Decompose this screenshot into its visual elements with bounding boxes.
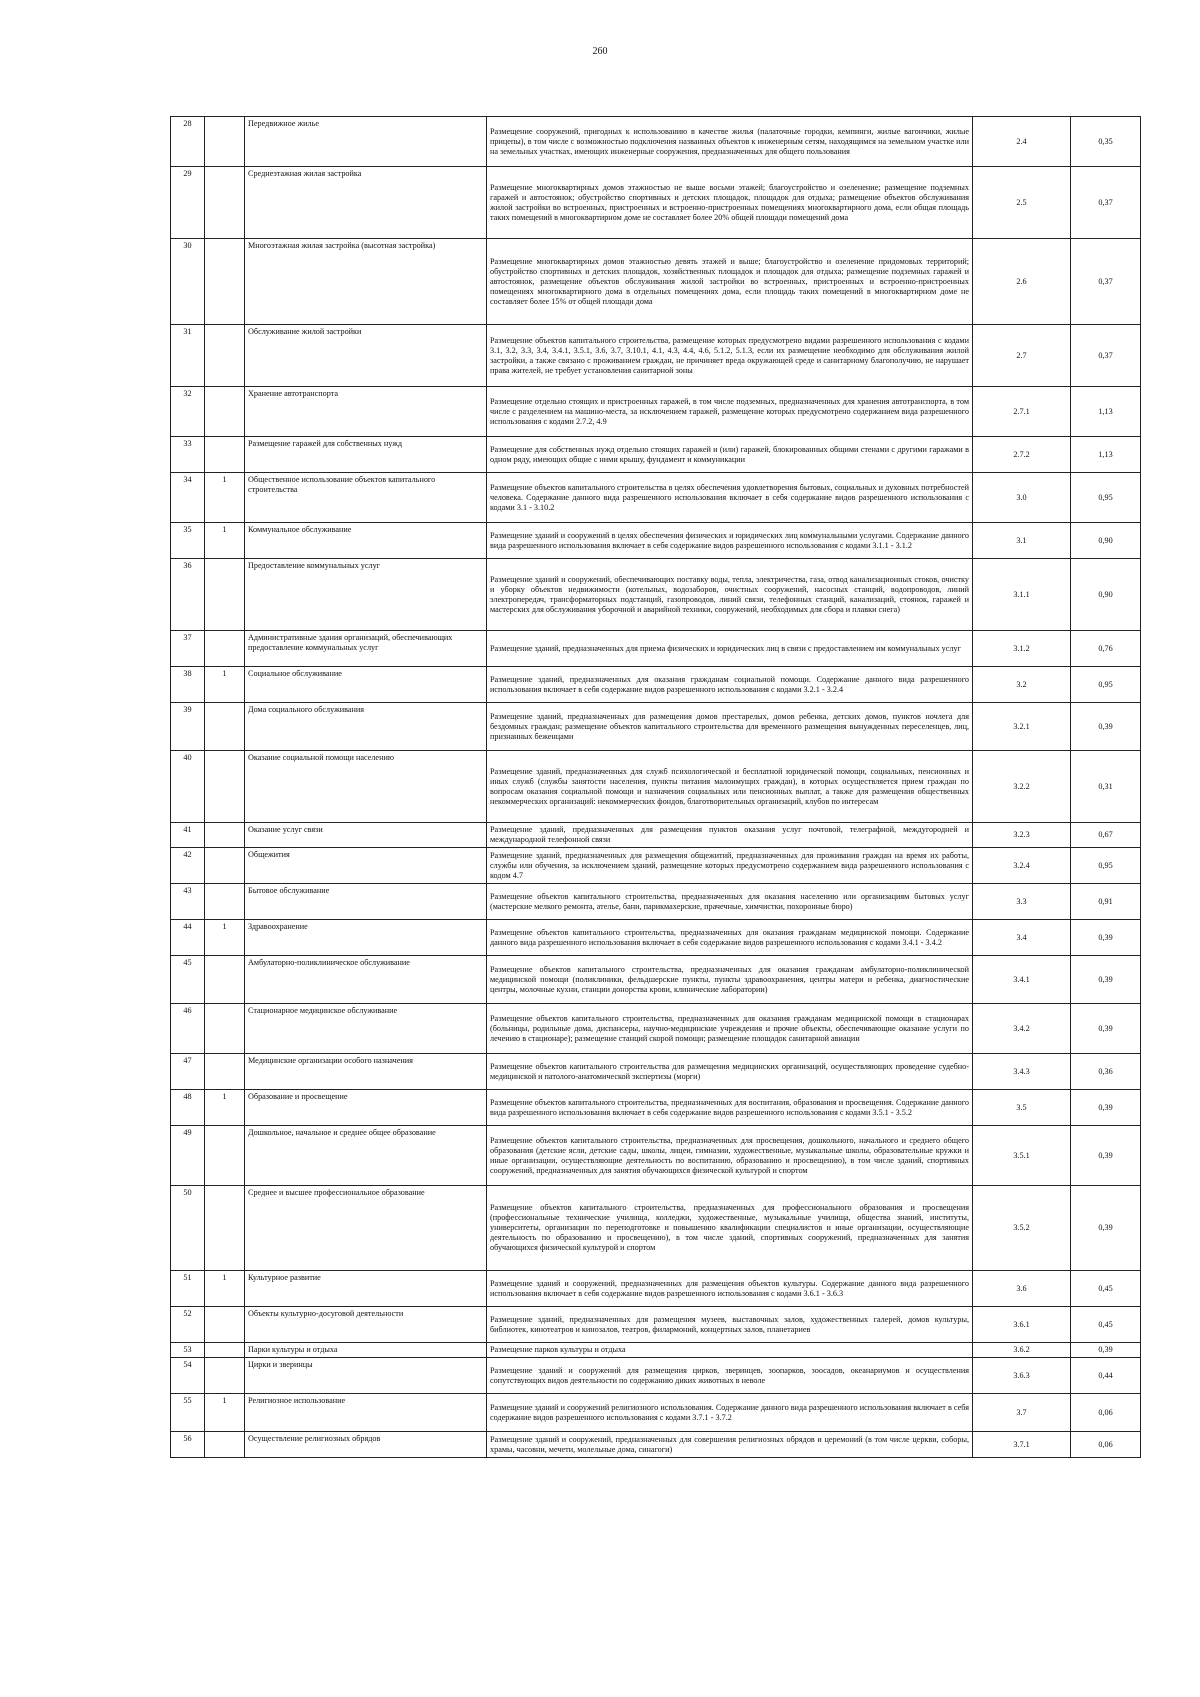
land-use-name: Медицинские организации особого назначения <box>245 1054 487 1090</box>
coefficient: 0,91 <box>1071 884 1141 920</box>
land-use-name: Оказание услуг связи <box>245 823 487 848</box>
row-group-flag <box>205 703 245 751</box>
land-use-code: 3.4.1 <box>973 956 1071 1004</box>
land-use-code: 3.2.3 <box>973 823 1071 848</box>
table-row <box>171 1343 1141 1358</box>
row-group-flag <box>205 1186 245 1271</box>
land-use-code: 3.6.2 <box>973 1343 1071 1358</box>
row-group-flag <box>205 1343 245 1358</box>
land-use-description: Размещение зданий, предназначенных для служб психологической и бесплатной юридической помощи, социальных, пенсионных и иных служб (службы занятости населения, пункты питания малоимущих граждан), в которых осуществляется прием граждан по вопросам оказания социальной помощи и назначения социальных или пенсионных выплат, а также для размещения общественных некоммерческих организаций: некоммерческих фондов, благотворительных организаций, клубов по интересам <box>487 751 973 823</box>
table-row <box>171 956 1141 1004</box>
row-number: 35 <box>171 523 205 559</box>
coefficient: 0,39 <box>1071 1126 1141 1186</box>
row-group-flag <box>205 884 245 920</box>
row-number: 45 <box>171 956 205 1004</box>
row-group-flag: 1 <box>205 473 245 523</box>
coefficient: 0,39 <box>1071 703 1141 751</box>
coefficient: 0,39 <box>1071 1343 1141 1358</box>
coefficient: 0,06 <box>1071 1394 1141 1432</box>
land-use-name: Коммунальное обслуживание <box>245 523 487 559</box>
land-use-code: 3.4.2 <box>973 1004 1071 1054</box>
coefficient: 0,67 <box>1071 823 1141 848</box>
coefficient: 0,95 <box>1071 667 1141 703</box>
table-row <box>171 848 1141 884</box>
land-use-description: Размещение зданий и сооружений, обеспечивающих поставку воды, тепла, электричества, газа, отвод канализационных стоков, очистку и уборку объектов недвижимости (котельных, водозаборов, очистных сооружений, насосных станций, водопроводов, линий электропередач, трансформаторных подстанций, газопроводов, линий связи, телефонных станций, канализаций, стоянок, гаражей и мастерских для обслуживания уборочной и аварийной техники, сооружений, необходимых для сбора и плавки снега) <box>487 559 973 631</box>
land-use-name: Общественное использование объектов капитального строительства <box>245 473 487 523</box>
land-use-code: 3.6.1 <box>973 1307 1071 1343</box>
table-row <box>171 1394 1141 1432</box>
land-use-description: Размещение зданий и сооружений в целях обеспечения физических и юридических лиц коммунальными услугами. Содержание данного вида разрешенного использования включает в себя содержание видов разрешенного использования с кодами 3.1.1 - 3.1.2 <box>487 523 973 559</box>
land-use-description: Размещение объектов капитального строительства, предназначенных для оказания гражданам медицинской помощи в стационарах (больницы, родильные дома, диспансеры, научно-медицинские учреждения и прочие объекты, обеспечивающие оказание услуги по лечению в стационаре); размещение станций скорой помощи; размещение площадок санитарной авиации <box>487 1004 973 1054</box>
land-use-code: 3.2.2 <box>973 751 1071 823</box>
land-use-code: 3.6 <box>973 1271 1071 1307</box>
coefficient: 0,37 <box>1071 239 1141 325</box>
coefficient: 0,37 <box>1071 325 1141 387</box>
land-use-name: Стационарное медицинское обслуживание <box>245 1004 487 1054</box>
row-number: 51 <box>171 1271 205 1307</box>
table-row <box>171 703 1141 751</box>
row-number: 44 <box>171 920 205 956</box>
row-number: 48 <box>171 1090 205 1126</box>
table-row <box>171 1054 1141 1090</box>
coefficient: 0,76 <box>1071 631 1141 667</box>
table-row <box>171 884 1141 920</box>
land-use-name: Здравоохранение <box>245 920 487 956</box>
row-number: 43 <box>171 884 205 920</box>
coefficient: 1,13 <box>1071 387 1141 437</box>
land-use-name: Многоэтажная жилая застройка (высотная застройка) <box>245 239 487 325</box>
row-number: 39 <box>171 703 205 751</box>
land-use-code: 3.1.1 <box>973 559 1071 631</box>
coefficient: 0,35 <box>1071 117 1141 167</box>
row-group-flag <box>205 848 245 884</box>
land-use-code: 3.7.1 <box>973 1432 1071 1458</box>
row-number: 36 <box>171 559 205 631</box>
land-use-code: 3.3 <box>973 884 1071 920</box>
coefficient: 0,31 <box>1071 751 1141 823</box>
land-use-description: Размещение объектов капитального строительства, предназначенных для профессионального образования и просвещения (профессиональные технические училища, колледжи, художественные, музыкальные училища, общества знаний, институты, университеты, организации по переподготовке и повышению квалификации специалистов и иные организации, осуществляющие деятельность по образованию и просвещению), в том числе зданий, спортивных сооружений, предназначенных для занятия обучающихся физической культурой и спортом <box>487 1186 973 1271</box>
table-row <box>171 751 1141 823</box>
row-group-flag <box>205 1432 245 1458</box>
coefficient: 0,95 <box>1071 473 1141 523</box>
row-group-flag <box>205 325 245 387</box>
land-use-description: Размещение зданий, предназначенных для размещения домов престарелых, домов ребенка, детских домов, пунктов ночлега для бездомных граждан; размещение объектов капитального строительства для временного размещения вынужденных переселенцев, лиц, признанных беженцами <box>487 703 973 751</box>
land-use-description: Размещение объектов капитального строительства, предназначенных для оказания гражданам амбулаторно-поликлинической медицинской помощи (поликлиники, фельдшерские пункты, пункты здравоохранения, центры матери и ребенка, диагностические центры, молочные кухни, станции донорства крови, клинические лаборатории) <box>487 956 973 1004</box>
table-row <box>171 920 1141 956</box>
page-number: 260 <box>592 46 608 57</box>
land-use-table <box>170 116 1141 1458</box>
row-number: 40 <box>171 751 205 823</box>
land-use-code: 2.7 <box>973 325 1071 387</box>
row-group-flag <box>205 1054 245 1090</box>
land-use-description: Размещение многоквартирных домов этажностью не выше восьми этажей; благоустройство и озеленение; размещение подземных гаражей и автостоянок; обустройство спортивных и детских площадок, площадок для отдыха; размещение объектов обслуживания жилой застройки во встроенных, пристроенных и встроенно-пристроенных помещениях многоквартирного дома, если общая площадь таких помещений в многоквартирном доме не составляет более 20% общей площади помещений дома <box>487 167 973 239</box>
table-row <box>171 1186 1141 1271</box>
land-use-name: Бытовое обслуживание <box>245 884 487 920</box>
land-use-code: 2.6 <box>973 239 1071 325</box>
row-group-flag <box>205 387 245 437</box>
row-number: 42 <box>171 848 205 884</box>
land-use-code: 3.0 <box>973 473 1071 523</box>
table-row <box>171 523 1141 559</box>
table-row <box>171 117 1141 167</box>
row-number: 54 <box>171 1358 205 1394</box>
land-use-description: Размещение зданий, предназначенных для размещения пунктов оказания услуг почтовой, телеграфной, междугородней и международной телефонной связи <box>487 823 973 848</box>
land-use-code: 3.1 <box>973 523 1071 559</box>
row-number: 53 <box>171 1343 205 1358</box>
land-use-name: Объекты культурно-досуговой деятельности <box>245 1307 487 1343</box>
table-row <box>171 667 1141 703</box>
coefficient: 0,39 <box>1071 920 1141 956</box>
coefficient: 0,39 <box>1071 1004 1141 1054</box>
land-use-name: Хранение автотранспорта <box>245 387 487 437</box>
land-use-code: 3.2.1 <box>973 703 1071 751</box>
coefficient: 0,44 <box>1071 1358 1141 1394</box>
table-row <box>171 1307 1141 1343</box>
land-use-name: Культурное развитие <box>245 1271 487 1307</box>
land-use-name: Парки культуры и отдыха <box>245 1343 487 1358</box>
row-group-flag: 1 <box>205 523 245 559</box>
land-use-code: 3.5.2 <box>973 1186 1071 1271</box>
land-use-name: Амбулаторно-поликлиническое обслуживание <box>245 956 487 1004</box>
coefficient: 0,39 <box>1071 956 1141 1004</box>
row-number: 32 <box>171 387 205 437</box>
row-number: 37 <box>171 631 205 667</box>
table-row <box>171 631 1141 667</box>
table-row <box>171 387 1141 437</box>
table-row <box>171 1358 1141 1394</box>
coefficient: 0,90 <box>1071 559 1141 631</box>
land-use-description: Размещение зданий и сооружений для размещения цирков, зверинцев, зоопарков, зоосадов, океанариумов и осуществления сопутствующих видов деятельности по содержанию диких животных в неволе <box>487 1358 973 1394</box>
land-use-description: Размещение парков культуры и отдыха <box>487 1343 973 1358</box>
coefficient: 0,95 <box>1071 848 1141 884</box>
row-group-flag <box>205 823 245 848</box>
land-use-description: Размещение зданий, предназначенных для размещения общежитий, предназначенных для проживания граждан на время их работы, службы или обучения, за исключением зданий, размещение которых предусмотрено содержанием вида разрешенного использования с кодом 4.7 <box>487 848 973 884</box>
land-use-description: Размещение многоквартирных домов этажностью девять этажей и выше; благоустройство и озеленение придомовых территорий; обустройство спортивных и детских площадок, хозяйственных площадок и площадок для отдыха; размещение подземных гаражей и автостоянок, размещение объектов обслуживания жилой застройки во встроенных, пристроенных и встроенно-пристроенных помещениях многоквартирного дома в отдельных помещениях дома, если площадь таких помещений в многоквартирном доме не составляет более 15% от общей площади дома <box>487 239 973 325</box>
table-row <box>171 239 1141 325</box>
land-use-description: Размещение объектов капитального строительства, предназначенных для оказания гражданам медицинской помощи. Содержание данного вида разрешенного использования включает в себя содержание видов разрешенного использования с кодами 3.4.1 - 3.4.2 <box>487 920 973 956</box>
row-group-flag <box>205 1126 245 1186</box>
land-use-name: Среднее и высшее профессиональное образование <box>245 1186 487 1271</box>
row-number: 52 <box>171 1307 205 1343</box>
row-number: 49 <box>171 1126 205 1186</box>
land-use-name: Оказание социальной помощи населению <box>245 751 487 823</box>
land-use-name: Осуществление религиозных обрядов <box>245 1432 487 1458</box>
land-use-description: Размещение объектов капитального строительства, предназначенных для воспитания, образования и просвещения. Содержание данного вида разрешенного использования включает в себя содержание видов разрешенного использования с кодами 3.5.1 - 3.5.2 <box>487 1090 973 1126</box>
coefficient: 0,37 <box>1071 167 1141 239</box>
land-use-name: Образование и просвещение <box>245 1090 487 1126</box>
table-row <box>171 1004 1141 1054</box>
land-use-description: Размещение зданий и сооружений, предназначенных для размещения объектов культуры. Содержание данного вида разрешенного использования включает в себя содержание видов разрешенного использования с кодами 3.6.1 - 3.6.3 <box>487 1271 973 1307</box>
land-use-name: Административные здания организаций, обеспечивающих предоставление коммунальных услуг <box>245 631 487 667</box>
land-use-description: Размещение объектов капитального строительства, предназначенных для оказания населению или организациям бытовых услуг (мастерские мелкого ремонта, ателье, бани, парикмахерские, прачечные, химчистки, похоронные бюро) <box>487 884 973 920</box>
land-use-code: 2.5 <box>973 167 1071 239</box>
coefficient: 0,36 <box>1071 1054 1141 1090</box>
land-use-code: 2.7.2 <box>973 437 1071 473</box>
row-group-flag: 1 <box>205 1271 245 1307</box>
land-use-description: Размещение объектов капитального строительства в целях обеспечения удовлетворения бытовых, социальных и духовных потребностей человека. Содержание данного вида разрешенного использования включает в себя содержание видов разрешенного использования с кодами 3.1 - 3.10.2 <box>487 473 973 523</box>
row-group-flag <box>205 559 245 631</box>
row-group-flag <box>205 1004 245 1054</box>
land-use-name: Размещение гаражей для собственных нужд <box>245 437 487 473</box>
land-use-name: Дошкольное, начальное и среднее общее образование <box>245 1126 487 1186</box>
land-use-name: Цирки и зверинцы <box>245 1358 487 1394</box>
row-number: 28 <box>171 117 205 167</box>
row-number: 31 <box>171 325 205 387</box>
table-row <box>171 1090 1141 1126</box>
land-use-code: 3.7 <box>973 1394 1071 1432</box>
row-number: 34 <box>171 473 205 523</box>
row-number: 46 <box>171 1004 205 1054</box>
row-group-flag <box>205 631 245 667</box>
coefficient: 0,45 <box>1071 1271 1141 1307</box>
row-group-flag <box>205 1358 245 1394</box>
row-group-flag: 1 <box>205 920 245 956</box>
land-use-code: 3.4 <box>973 920 1071 956</box>
row-group-flag <box>205 1307 245 1343</box>
row-group-flag: 1 <box>205 1090 245 1126</box>
land-use-code: 3.5 <box>973 1090 1071 1126</box>
land-use-name: Предоставление коммунальных услуг <box>245 559 487 631</box>
land-use-description: Размещение для собственных нужд отдельно стоящих гаражей и (или) гаражей, блокированных общими стенами с другими гаражами в одном ряду, имеющих общие с ними крышу, фундамент и коммуникации <box>487 437 973 473</box>
coefficient: 0,39 <box>1071 1090 1141 1126</box>
land-use-code: 3.1.2 <box>973 631 1071 667</box>
row-number: 55 <box>171 1394 205 1432</box>
row-group-flag <box>205 239 245 325</box>
land-use-code: 3.2.4 <box>973 848 1071 884</box>
land-use-description: Размещение зданий и сооружений, предназначенных для совершения религиозных обрядов и церемоний (в том числе церкви, соборы, храмы, часовни, мечети, молельные дома, синагоги) <box>487 1432 973 1458</box>
row-group-flag <box>205 117 245 167</box>
land-use-code: 3.2 <box>973 667 1071 703</box>
land-use-description: Размещение объектов капитального строительства для размещения медицинских организаций, осуществляющих проведение судебно-медицинской и патолого-анатомической экспертизы (морги) <box>487 1054 973 1090</box>
land-use-description: Размещение зданий, предназначенных для приема физических и юридических лиц в связи с предоставлением им коммунальных услуг <box>487 631 973 667</box>
row-group-flag <box>205 956 245 1004</box>
row-group-flag <box>205 167 245 239</box>
table-row <box>171 437 1141 473</box>
table-row <box>171 559 1141 631</box>
land-use-code: 2.4 <box>973 117 1071 167</box>
table-body <box>171 117 1141 1458</box>
row-group-flag: 1 <box>205 1394 245 1432</box>
table-row <box>171 325 1141 387</box>
row-group-flag <box>205 437 245 473</box>
table-row <box>171 167 1141 239</box>
land-use-description: Размещение зданий, предназначенных для размещения музеев, выставочных залов, художественных галерей, домов культуры, библиотек, кинотеатров и кинозалов, театров, филармоний, концертных залов, планетариев <box>487 1307 973 1343</box>
land-use-description: Размещение объектов капитального строительства, размещение которых предусмотрено видами разрешенного использования с кодами 3.1, 3.2, 3.3, 3.4, 3.4.1, 3.5.1, 3.6, 3.7, 3.10.1, 4.1, 4.3, 4.4, 4.6, 5.1.2, 5.1.3, если их размещение необходимо для обслуживания жилой застройки, а также связано с проживанием граждан, не причиняет вреда окружающей среде и санитарному благополучию, не нарушает права жителей, не требует установления санитарной зоны <box>487 325 973 387</box>
row-group-flag: 1 <box>205 667 245 703</box>
land-use-name: Социальное обслуживание <box>245 667 487 703</box>
table-row <box>171 1126 1141 1186</box>
row-number: 30 <box>171 239 205 325</box>
row-number: 50 <box>171 1186 205 1271</box>
land-use-code: 2.7.1 <box>973 387 1071 437</box>
land-use-code: 3.6.3 <box>973 1358 1071 1394</box>
coefficient: 0,39 <box>1071 1186 1141 1271</box>
land-use-name: Дома социального обслуживания <box>245 703 487 751</box>
row-group-flag <box>205 751 245 823</box>
table-row <box>171 1271 1141 1307</box>
land-use-name: Общежития <box>245 848 487 884</box>
land-use-description: Размещение зданий и сооружений религиозного использования. Содержание данного вида разрешенного использования включает в себя содержание видов разрешенного использования с кодами 3.7.1 - 3.7.2 <box>487 1394 973 1432</box>
land-use-code: 3.5.1 <box>973 1126 1071 1186</box>
land-use-name: Религиозное использование <box>245 1394 487 1432</box>
land-use-name: Передвижное жилье <box>245 117 487 167</box>
table-row <box>171 1432 1141 1458</box>
land-use-name: Обслуживание жилой застройки <box>245 325 487 387</box>
land-use-description: Размещение объектов капитального строительства, предназначенных для просвещения, дошкольного, начального и среднего общего образования (детские ясли, детские сады, школы, лицеи, гимназии, художественные, музыкальные школы, образовательные кружки и иные организации, осуществляющие деятельность по воспитанию, образованию и просвещению), в том числе зданий, спортивных сооружений, предназначенных для занятия обучающихся физической культурой и спортом <box>487 1126 973 1186</box>
land-use-code: 3.4.3 <box>973 1054 1071 1090</box>
land-use-description: Размещение сооружений, пригодных к использованию в качестве жилья (палаточные городки, кемпинги, жилые вагончики, жилые прицепы), в том числе с возможностью подключения названных объектов к инженерным сетям, находящимся на земельном участке или на земельных участках, имеющих инженерные сооружения, предназначенных для общего пользования <box>487 117 973 167</box>
row-number: 38 <box>171 667 205 703</box>
coefficient: 0,06 <box>1071 1432 1141 1458</box>
land-use-description: Размещение отдельно стоящих и пристроенных гаражей, в том числе подземных, предназначенных для хранения автотранспорта, в том числе с разделением на машино-места, за исключением гаражей, размещение которых предусмотрено содержанием вида разрешенного использования с кодами 2.7.2, 4.9 <box>487 387 973 437</box>
coefficient: 0,90 <box>1071 523 1141 559</box>
row-number: 56 <box>171 1432 205 1458</box>
coefficient: 0,45 <box>1071 1307 1141 1343</box>
row-number: 33 <box>171 437 205 473</box>
row-number: 29 <box>171 167 205 239</box>
land-use-name: Среднеэтажная жилая застройка <box>245 167 487 239</box>
row-number: 47 <box>171 1054 205 1090</box>
table-row <box>171 823 1141 848</box>
coefficient: 1,13 <box>1071 437 1141 473</box>
land-use-description: Размещение зданий, предназначенных для оказания гражданам социальной помощи. Содержание данного вида разрешенного использования включает в себя содержание видов разрешенного использования с кодами 3.2.1 - 3.2.4 <box>487 667 973 703</box>
table-row <box>171 473 1141 523</box>
row-number: 41 <box>171 823 205 848</box>
